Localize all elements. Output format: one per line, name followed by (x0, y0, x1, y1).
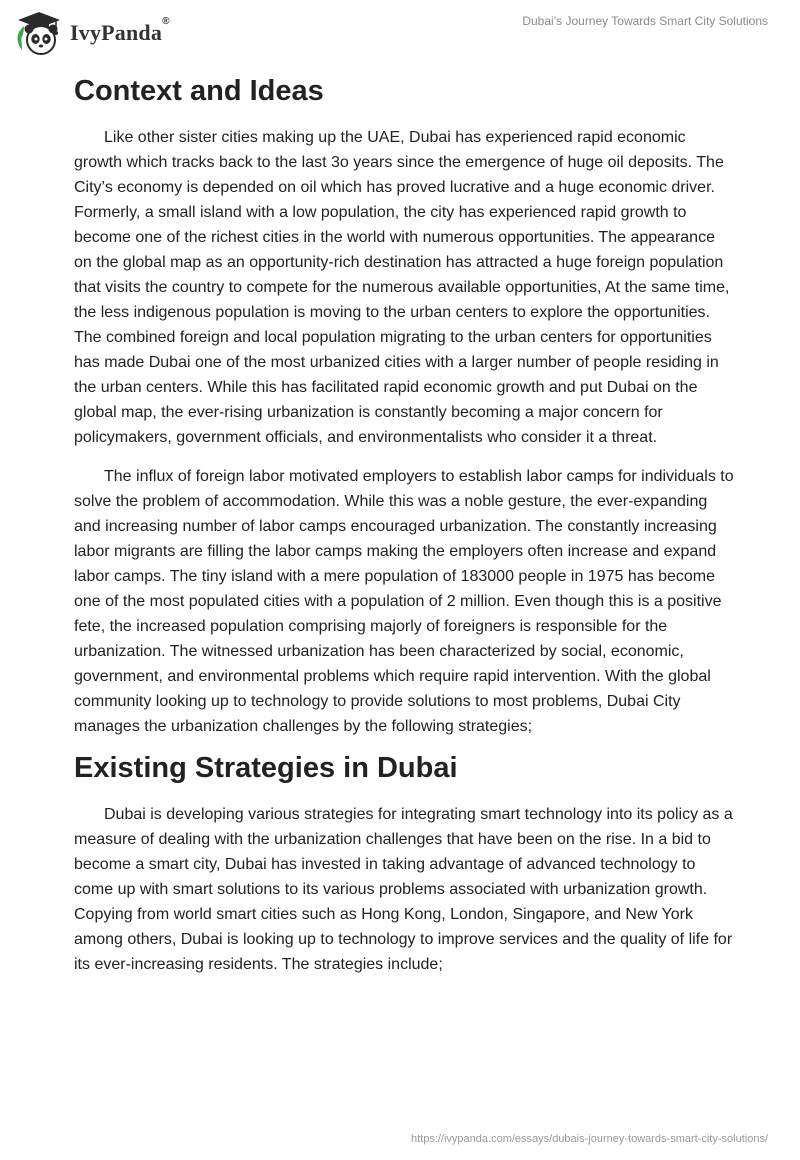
page-header (0, 0, 800, 62)
ivypanda-logo[interactable] (14, 10, 170, 56)
section-heading-strategies: Existing Strategies in Dubai (74, 752, 458, 784)
running-title: Dubai’s Journey Towards Smart City Solutions (522, 14, 768, 28)
essay-content (74, 70, 734, 977)
section-heading-context: Context and Ideas (74, 75, 324, 107)
paragraph: The influx of foreign labor motivated employers to establish labor camps for individuals to solve the problem of accommodation. While this was a noble gesture, the ever-expanding and increasing number of labor camps encouraged urbanization. The constantly increasing labor migrants are filling the labor camps making the employers often increase and expand labor camps. The tiny island with a mere population of 183000 people in 1975 has become one of the most populated cities with a population of 2 million. Even though this is a positive fete, the increased population comprising majorly of foreigners is responsible for the urbanization. The witnessed urbanization has been characterized by social, economic, government, and environmental problems which require rapid intervention. With the global community looking up to technology to provide solutions to most problems, Dubai City manages the urbanization challenges by the following strategies; (74, 468, 734, 735)
paragraph: Dubai is developing various strategies for integrating smart technology into its policy as a measure of dealing with the urbanization challenges that have been on the rise. In a bid to become a smart city, Dubai has invested in taking advantage of advanced technology to come up with smart solutions to its various problems associated with urbanization growth. Copying from world smart cities such as Hong Kong, London, Singapore, and New York among others, Dubai is looking up to technology to improve services and the quality of life for its ever-increasing residents. The strategies include; (74, 806, 733, 973)
source-url[interactable]: https://ivypanda.com/essays/dubais-journey-towards-smart-city-solutions/ (410, 1133, 768, 1145)
paragraph: Like other sister cities making up the UAE, Dubai has experienced rapid economic growth which tracks back to the last 3o years since the emergence of huge oil deposits. The City’s economy is depended on oil which has proved lucrative and a huge economic driver. Formerly, a small island with a low population, the city has experienced rapid growth to become one of the richest cities in the world with numerous opportunities. The appearance on the global map as an opportunity-rich destination has attracted a huge foreign population that visits the country to compete for the numerous available opportunities, At the same time, the less indigenous population is moving to the urban centers to explore the opportunities. The combined foreign and local population migrating to the urban centers for opportunities has made Dubai one of the most urbanized cities with a larger number of people residing in the urban centers. While this has facilitated rapid economic growth and put Dubai on the global map, the ever-rising urbanization is constantly becoming a major concern for policymakers, government officials, and environmentalists who consider it a threat. (74, 129, 730, 446)
panda-graduate-icon (14, 10, 64, 56)
logo-wordmark: IvyPanda® (70, 16, 170, 45)
